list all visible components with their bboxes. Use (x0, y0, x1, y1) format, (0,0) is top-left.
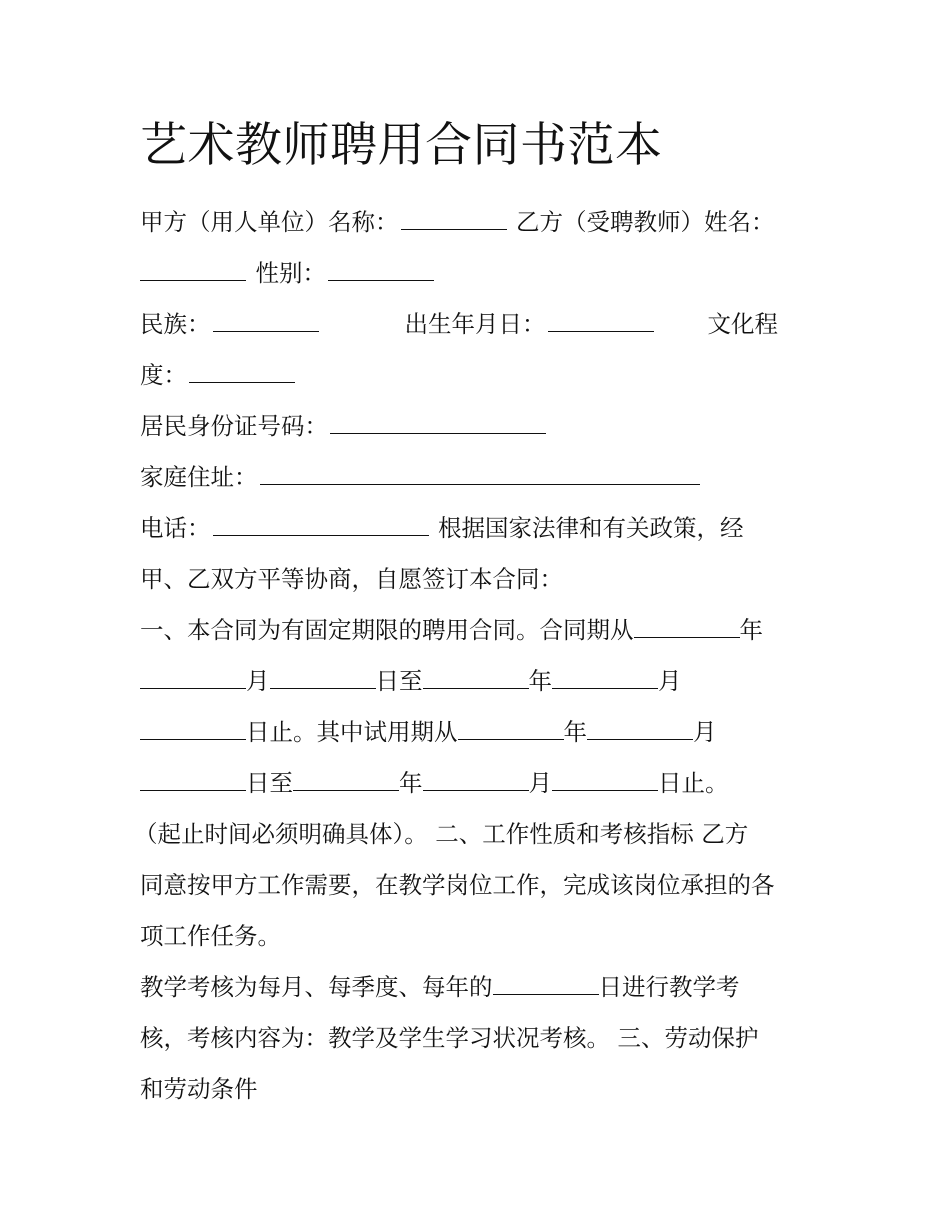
text-line-3 (140, 308, 778, 340)
text-line-16 (140, 971, 740, 1003)
blank-end-month[interactable] (552, 666, 658, 689)
blank-gender[interactable] (328, 258, 434, 281)
blank-education[interactable] (189, 360, 295, 383)
blank-ethnicity[interactable] (213, 309, 319, 332)
label-birth-date: 出生年月日： (404, 310, 546, 338)
blank-probation-start-year[interactable] (458, 717, 564, 740)
text-year: 年 (563, 718, 587, 746)
text-month: 月 (246, 667, 270, 695)
text-line-11 (140, 716, 717, 748)
text-line-1 (140, 206, 774, 238)
text-contract-term: 一、本合同为有固定期限的聘用合同。合同期从 (140, 616, 634, 644)
text-line-12 (140, 767, 729, 799)
label-address: 家庭住址： (140, 463, 258, 491)
text-line-13: （起止时间必须明确具体）。 二、工作性质和考核指标 乙方 (134, 820, 749, 848)
blank-end-day[interactable] (140, 717, 246, 740)
label-education: 文化程 (707, 310, 778, 338)
label-employer-name: 甲方（用人单位）名称： (140, 208, 399, 236)
text-line-9 (140, 614, 763, 646)
text-line-14: 同意按甲方工作需要，在教学岗位工作，完成该岗位承担的各 (140, 871, 775, 899)
text-line-6 (140, 461, 702, 493)
blank-probation-end-year[interactable] (293, 768, 399, 791)
text-year: 年 (739, 616, 763, 644)
text-probation: 日止。其中试用期从 (246, 718, 458, 746)
label-phone: 电话： (140, 514, 211, 542)
blank-teacher-name[interactable] (140, 258, 246, 281)
text-line-18: 和劳动条件 (140, 1075, 258, 1103)
text-line-4 (140, 359, 297, 391)
blank-start-day[interactable] (270, 666, 376, 689)
blank-probation-start-month[interactable] (587, 717, 693, 740)
text-assessment-cont: 日进行教学考 (598, 973, 740, 1001)
blank-birth-date[interactable] (548, 309, 654, 332)
blank-probation-end-day[interactable] (552, 768, 658, 791)
blank-probation-end-month[interactable] (423, 768, 529, 791)
blank-address[interactable] (260, 462, 700, 485)
text-line-2 (140, 257, 436, 289)
blank-probation-start-day[interactable] (140, 768, 246, 791)
text-assessment: 教学考核为每月、每季度、每年的 (140, 973, 493, 1001)
blank-id-number[interactable] (330, 411, 546, 434)
text-year: 年 (528, 667, 552, 695)
text-legal-basis: 根据国家法律和有关政策，经 (437, 514, 744, 542)
blank-phone[interactable] (213, 513, 429, 536)
label-teacher-name: 乙方（受聘教师）姓名： (515, 208, 775, 236)
document-title: 艺术教师聘用合同书范本 (140, 118, 663, 173)
text-year: 年 (399, 769, 423, 797)
text-month: 月 (528, 769, 552, 797)
blank-assessment-day[interactable] (493, 972, 599, 995)
text-line-5 (140, 410, 548, 442)
label-gender: 性别： (255, 259, 326, 287)
text-day-to: 日至 (375, 667, 423, 695)
text-line-7 (140, 512, 743, 544)
label-ethnicity: 民族： (140, 310, 211, 338)
blank-end-year[interactable] (423, 666, 529, 689)
text-month: 月 (693, 718, 717, 746)
text-day-end: 日止。 (658, 769, 729, 797)
text-day-to: 日至 (246, 769, 293, 797)
blank-start-year[interactable] (634, 615, 740, 638)
text-month: 月 (658, 667, 682, 695)
blank-start-month[interactable] (140, 666, 246, 689)
label-id-number: 居民身份证号码： (140, 412, 328, 440)
text-line-8: 甲、乙双方平等协商，自愿签订本合同： (140, 565, 563, 593)
text-line-17: 核，考核内容为：教学及学生学习状况考核。 三、劳动保护 (140, 1024, 759, 1052)
text-line-10 (140, 665, 682, 697)
text-line-15: 项工作任务。 (140, 922, 281, 950)
label-education-cont: 度： (140, 361, 187, 389)
blank-employer-name[interactable] (401, 207, 507, 230)
